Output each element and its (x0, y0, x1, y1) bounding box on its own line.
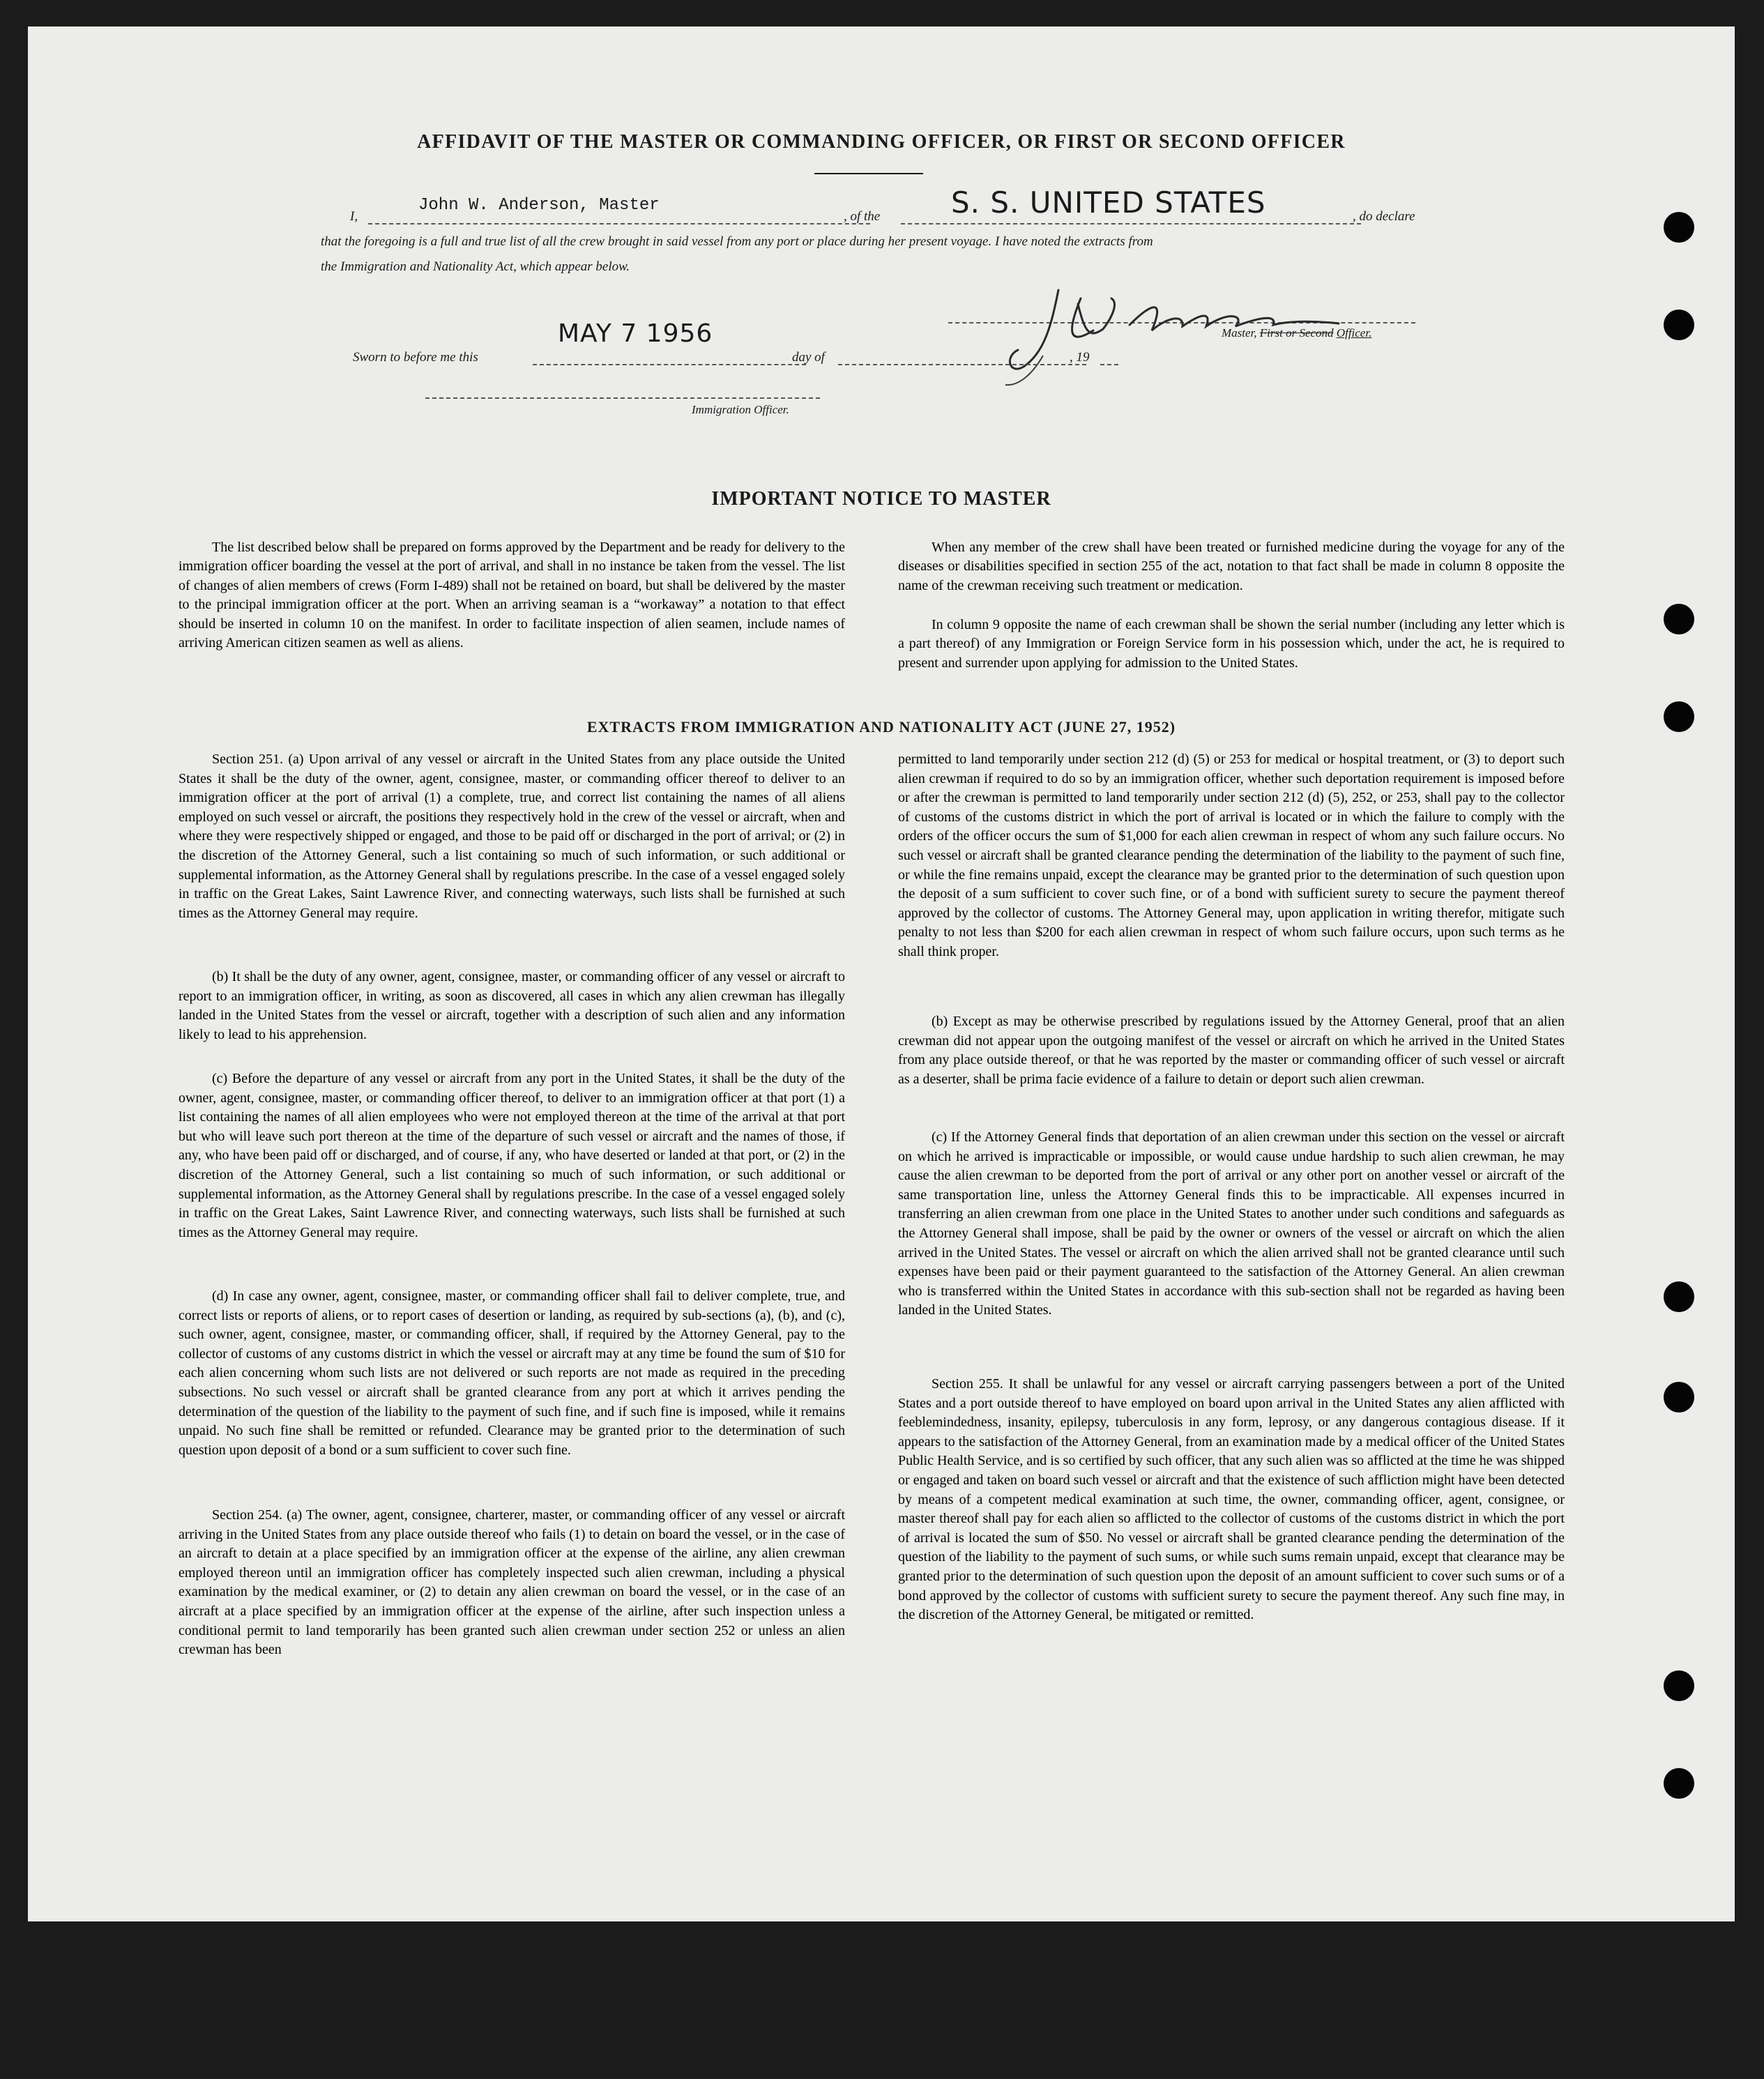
master-name: John W. Anderson, Master (418, 196, 660, 215)
day-of-label: day of (792, 350, 825, 365)
punch-hole (1664, 1768, 1694, 1799)
year-line (1100, 364, 1118, 365)
immigration-officer-label: Immigration Officer. (692, 403, 789, 416)
section-254-a: Section 254. (a) The owner, agent, consignee, charterer, master, or commanding officer of any vessel or aircraft arriving in the United States from any place outside thereof who fails (1) to detain on board the vessel, or in the case of an aircraft to detain at a place specified by an immigration officer at the expense of the airline, any alien crewman employed thereon until an immigration officer has completely inspected such alien crewman, including a physical examination by the medical examiner, or (2) to detain any alien crewman on board the vessel, or in the case of an aircraft at a place specified by an immigration officer at the expense of the airline, after such inspection unless a conditional permit to land temporarily has been granted such alien crewman under section 252 or unless an alien crewman has been (178, 1507, 845, 1658)
section-254-b: (b) Except as may be otherwise prescribed by regulations issued by the Attorney General, proof that an alien crewman did not appear upon the outgoing manifest of the vessel or aircraft on which he arrived in the United States from any place outside thereof, or that he was reported by the master or commanding officer of such vessel or aircraft as a deserter, shall be prima facie evidence of a failure to detain or deport such alien crewman. (898, 1014, 1565, 1087)
punch-hole (1664, 212, 1694, 243)
vessel-name: S. S. UNITED STATES (951, 185, 1266, 220)
punch-hole (1664, 701, 1694, 732)
officer-label: Officer. (1336, 326, 1372, 340)
punch-hole (1664, 1382, 1694, 1412)
master-signature (976, 262, 1367, 388)
notice-title: IMPORTANT NOTICE TO MASTER (711, 488, 1051, 510)
year-label: , 19 (1070, 350, 1090, 365)
punch-hole (1664, 310, 1694, 340)
do-declare-label: , do declare (1353, 209, 1415, 224)
punch-hole (1664, 604, 1694, 634)
section-251-c: (c) Before the departure of any vessel or aircraft from any port in the United States, it shall be the duty of the owner, agent, consignee, master, or commanding officer thereof, to deliver to an immigration officer at that port (1) a list containing the names of all alien employees who were not employed thereon at the time of the arrival at that port but who will leave such port thereon at the time of the departure of such vessel or aircraft and the names of those, if any, who have been paid off or discharged, and of course, if any, who have deserted or landed at that port, or (2) in the discretion of the Attorney General, such a list containing so much of such information, or such additional or supplemental information, as the Attorney General shall by regulations prescribe. In the case of a vessel engaged solely in traffic on the Great Lakes, Saint Lawrence River, and connecting waterways, such lists shall be furnished at such times as the Attorney General may require. (178, 1071, 845, 1240)
section-254-c: (c) If the Attorney General finds that deportation of an alien crewman under this section on the vessel or aircraft on which he arrived is impracticable or impossible, or would cause undue hardship to such alien crewman, he may cause the alien crewman to be deported from the port of arrival or any other port on another vessel or aircraft of the same transportation line, unless the Attorney General finds this to be impracticable. All expenses incurred in transferring an alien crewman from one place in the United States to another under such conditions and safeguards as the Attorney General shall impose, shall be paid by the owner or owners of the vessel or aircraft on which the alien arrived in the United States. The vessel or aircraft on which the alien arrived shall not be granted clearance until such expenses have been paid or their payment guaranteed to the satisfaction of the Attorney General. An alien crewman who is transferred within the United States in accordance with this sub-section shall not be regarded as having been landed in the United States. (898, 1129, 1565, 1318)
affidavit-title: AFFIDAVIT OF THE MASTER OR COMMANDING OFFICER, OR FIRST OR SECOND OFFICER (417, 131, 1346, 153)
signer-title (1222, 326, 1371, 340)
section-255: Section 255. It shall be unlawful for any vessel or aircraft carrying passengers between a port of the United States and a port outside thereof to have employed on board upon arrival in the United States any alien afflicted with feeblemindedness, insanity, epilepsy, tuberculosis in any form, leprosy, or any dangerous contagious disease. If it appears to the satisfaction of the Attorney General, from an examination made by a medical officer of the United States Public Health Service, and is so certified by such officer, that any such alien was so afflicted at the time he was shipped or engaged and taken on board such vessel or aircraft and that the existence of such affliction might have been detected by means of a competent medical examination at such time, the owner, commanding officer, agent, consignee, or master thereof shall pay for each alien so afflicted to the collector of customs of the customs district in which the port of arrival is located the sum of $50. No vessel or aircraft shall be granted clearance pending the determination of the question of the liability to the payment of such sums, or while such sums remain unpaid, except that clearance may be granted prior to the determination of such question upon the deposit of an amount sufficient to cover such sums or of a bond approved by the collector of customs with sufficient surety to secure the payment thereof. Any such fine may, in the discretion of the Attorney General, be mitigated or remitted. (898, 1376, 1565, 1623)
punch-hole (1664, 1281, 1694, 1312)
section-251-d: (d) In case any owner, agent, consignee, master, or commanding officer shall fail to deliver complete, true, and correct lists or reports of aliens, or to report cases of desertion or landing, as required by sub-sections (a), (b), and (c), such owner, agent, consignee, master, or commanding officer, shall, if required by the Attorney General, pay to the collector of customs of any customs district in which the vessel or aircraft may at any time be found the sum of $10 for each alien concerning whom such lists are not delivered or such reports are not made as required in the preceding subsections. No such vessel or aircraft shall be granted clearance from any port at which it arrives pending the determination of the question of the liability to the payment of such fine, and if such fine is imposed, while it remains unpaid. No such fine shall be remitted or refunded. Clearance may be granted prior to the determination of such question upon deposit of a bond or a sum sufficient to cover such fine. (178, 1288, 845, 1458)
statement-line-1: that the foregoing is a full and true list of all the crew brought in said vessel from any port or place during her present voyage. I have noted the extracts from (321, 234, 1153, 249)
day-line (533, 364, 806, 365)
title-rule (814, 173, 923, 174)
section-251-b: (b) It shall be the duty of any owner, agent, consignee, master, or commanding officer of any vessel or aircraft to report to an immigration officer, in writing, as soon as discovered, all cases in which any alien crewman has illegally landed in the United States from the vessel or aircraft, together with a description of such alien and any information likely to lead to his apprehension. (178, 969, 845, 1042)
section-251-a: Section 251. (a) Upon arrival of any vessel or aircraft in the United States from any place outside the United States it shall be the duty of the owner, agent, consignee, master, or commanding officer thereof to deliver to an immigration officer at the port of arrival (1) a complete, true, and correct list containing the names of all aliens employed on such vessel or aircraft, the positions they respectively hold in the crew of the vessel or aircraft, when and where they were respectively shipped or engaged, and those to be paid off or discharged in the port of arrival; or (2) in the discretion of the Attorney General, such a list containing so much of such information, or such additional or supplemental information, as the Attorney General shall by regulations prescribe. In the case of a vessel engaged solely in traffic on the Great Lakes, Saint Lawrence River, and connecting waterways, such lists shall be furnished at such times as the Attorney General may require. (178, 752, 845, 921)
date-stamp: MAY 7 1956 (558, 319, 713, 348)
of-the-label: , of the (844, 209, 881, 224)
sworn-label: Sworn to before me this (353, 350, 478, 365)
vessel-line (901, 223, 1361, 224)
i-label: I, (350, 209, 358, 224)
punch-hole (1664, 1670, 1694, 1701)
statement-line-2: the Immigration and Nationality Act, which appear below. (321, 259, 630, 274)
struck-label: First or Second (1259, 326, 1334, 340)
document-page (28, 26, 1735, 1921)
extracts-title: EXTRACTS FROM IMMIGRATION AND NATIONALITY ACT (JUNE 27, 1952) (586, 718, 1176, 736)
name-line (368, 223, 870, 224)
notice-left-paragraph: The list described below shall be prepared on forms approved by the Department and be ready for delivery to the immigration officer boarding the vessel at the port of arrival, and shall in no instance be taken from the vessel. The list of changes of alien members of crews (Form I-489) shall not be retained on board, but shall be delivered by the master to the principal immigration officer at the port. When an arriving seaman is a “workaway” a notation to that effect should be inserted in column 10 on the manifest. In order to facilitate inspection of alien seamen, include names of arriving American citizen seamen as well as aliens. (178, 540, 845, 651)
notice-right-paragraph-2: In column 9 opposite the name of each crewman shall be shown the serial number (including any letter which is a part thereof) of any Immigration or Foreign Service form in his possession which, under the act, he is required to present and surrender upon applying for admission to the United States. (898, 617, 1565, 671)
month-line (838, 364, 1086, 365)
notice-right-paragraph-1: When any member of the crew shall have been treated or furnished medicine during the voyage for any of the diseases or disabilities specified in section 255 of the act, notation to that fact shall be made in column 8 opposite the name of the crewman receiving such treatment or medication. (898, 540, 1565, 593)
master-label: Master, (1222, 326, 1257, 340)
immigration-officer-line (425, 397, 820, 399)
section-254-a-continued: permitted to land temporarily under section 212 (d) (5) or 253 for medical or hospital treatment, or (3) to deport such alien crewman if required to do so by an immigration officer, whether such deportation requirement is imposed before or after the crewman is permitted to land temporarily under section 212 (d) (5), 252, or 253, shall pay to the collector of customs of the customs district in which the port of arrival is located or in which the failure to comply with the orders of the officer occurs the sum of $1,000 for each alien crewman in respect of whom any such failure occurs. No such vessel or aircraft shall be granted clearance pending the determination of the liability to the payment of such fine, or while the fine remains unpaid, except the clearance may be granted prior to the determination of such question upon the deposit of a sum sufficient to cover such fine, or of a bond with sufficient surety to secure the payment thereof approved by the collector of customs. The Attorney General may, upon application in writing therefor, mitigate such penalty to not less than $200 for each alien crewman in respect of whom such failure occurs, upon such terms as he shall think proper. (898, 752, 1565, 959)
